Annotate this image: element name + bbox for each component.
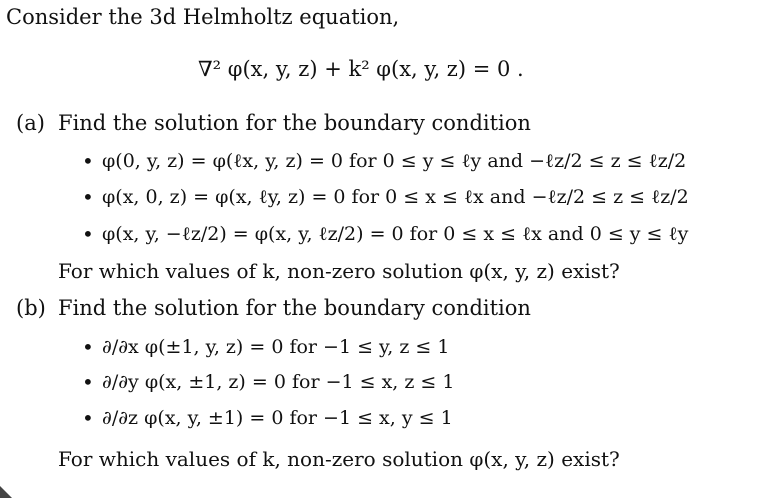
page-corner-mark [0,486,12,498]
part-b-heading: Find the solution for the boundary condition [58,296,531,320]
bullet-icon: • [82,370,94,394]
bullet-icon: • [82,222,94,246]
part-b-label: (b) [16,296,46,320]
part-a-condition-3: φ(x, y, −ℓz/2) = φ(x, y, ℓz/2) = 0 for 0 ≤ x ≤ ℓx and 0 ≤ y ≤ ℓy [102,223,689,245]
part-a-condition-1: φ(0, y, z) = φ(ℓx, y, z) = 0 for 0 ≤ y ≤ ℓy and −ℓz/2 ≤ z ≤ ℓz/2 [102,150,687,172]
bullet-icon: • [82,335,94,359]
part-a-heading: Find the solution for the boundary condition [58,111,531,135]
part-b-condition-1: ∂/∂x φ(±1, y, z) = 0 for −1 ≤ y, z ≤ 1 [102,336,450,358]
bullet-icon: • [82,149,94,173]
part-a-condition-2: φ(x, 0, z) = φ(x, ℓy, z) = 0 for 0 ≤ x ≤ ℓx and −ℓz/2 ≤ z ≤ ℓz/2 [102,186,689,208]
part-a-label: (a) [16,111,45,135]
intro-text: Consider the 3d Helmholtz equation, [6,5,400,29]
part-b-condition-3: ∂/∂z φ(x, y, ±1) = 0 for −1 ≤ x, y ≤ 1 [102,407,453,429]
bullet-icon: • [82,185,94,209]
part-a-question: For which values of k, non-zero solution φ(x, y, z) exist? [58,259,620,283]
bullet-icon: • [82,406,94,430]
part-b-condition-2: ∂/∂y φ(x, ±1, z) = 0 for −1 ≤ x, z ≤ 1 [102,371,455,393]
part-b-question: For which values of k, non-zero solution φ(x, y, z) exist? [58,447,620,471]
helmholtz-equation: ∇² φ(x, y, z) + k² φ(x, y, z) = 0 . [198,57,524,81]
